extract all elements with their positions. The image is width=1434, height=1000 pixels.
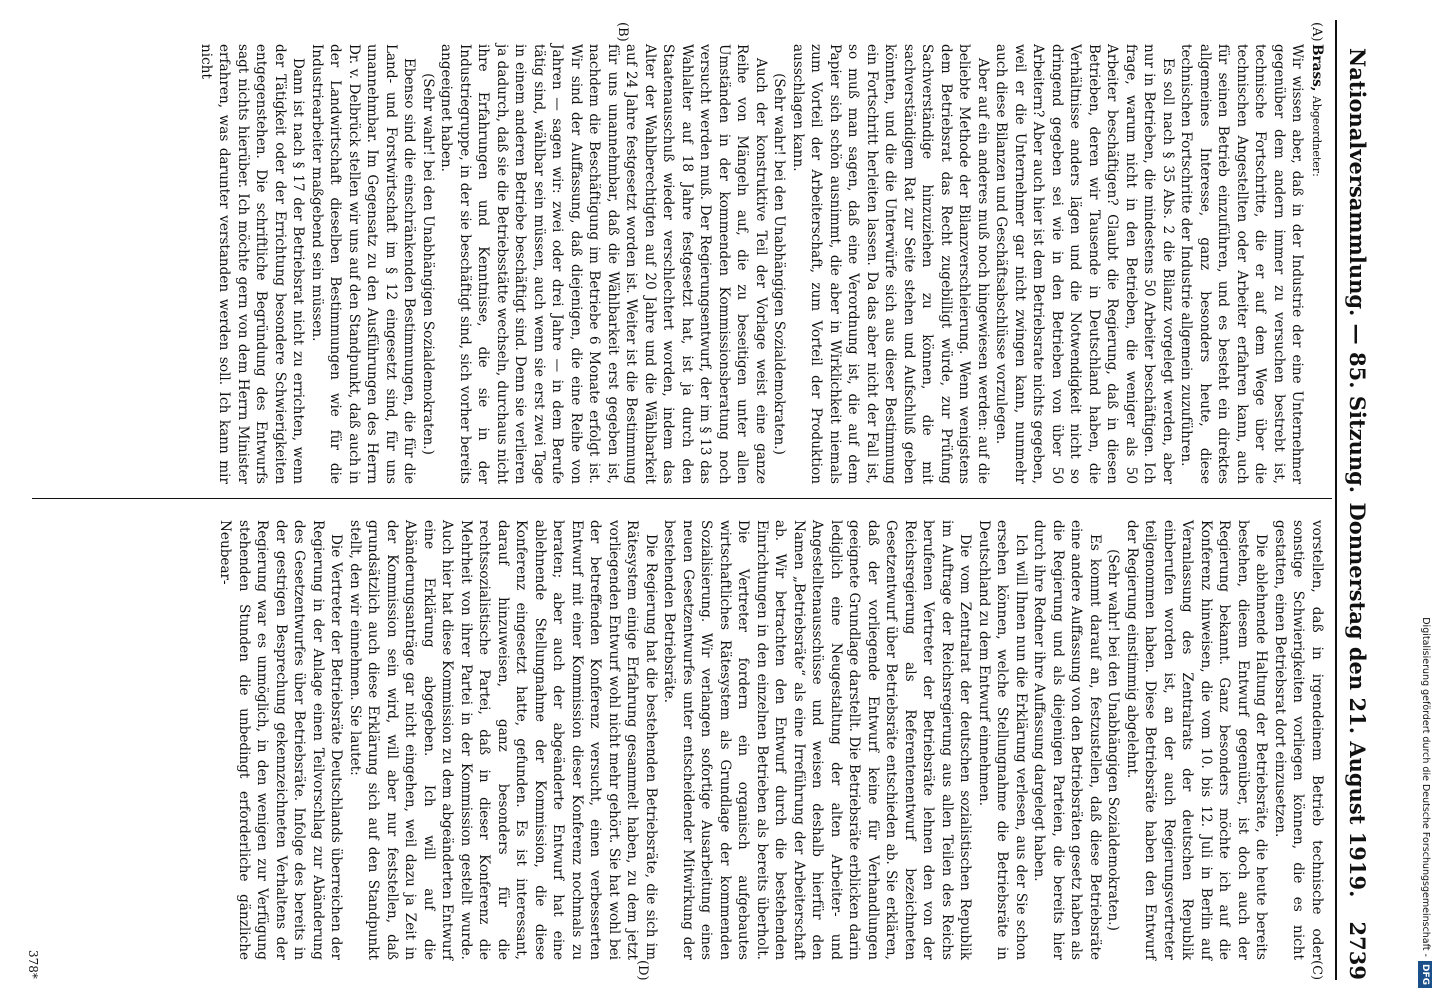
paragraph: Ich will Ihnen nun die Erklärung verlesen, aus der Sie schon ersehen können, welche Stellungnahme die Betriebsräte in Deutschland zu dem Entwurf einnehmen. xyxy=(976,520,1029,960)
paragraph: Es kommt darauf an, festzustellen, daß diese Betriebsräte eine andere Auffassung von den Betriebsräten gesetz haben als die Regierung und als diejenigen Parteien, die bereits hier durch ihre Redner ihre Auffassung dargelegt haben. xyxy=(1031,520,1103,960)
quoted-paragraph: Die vom Zentralrat der deutschen sozialistischen Republik im Auftrage der Reichsregierung aus allen Teilen des Reichs berufenen Vertreter der Betriebsräte lehnen den von der Reichsregierung als Referentenentwurf bezeichneten Gesetzentwurf über Betriebsräte entschieden ab. Sie erklären, daß der vorliegende Entwurf keine für Verhandlungen geeignete Grundlage darstellt. Die Betriebsräte erblicken darin lediglich eine Neugestaltung der alten Arbeiter- und Angestelltenausschüsse und weisen deshalb hierfür den Namen „Betriebsräte“ als eine Irreführung der Arbeiterschaft ab. Wir betrachten den Entwurf durch die bestehenden Einrichtungen in den einzelnen Betrieben als bereits überholt. Die Vertreter fordern ein organisch aufgebautes wirtschaftliches Rätesystem als Grundlage der kommenden Sozialisierung. Wir verlangen sofortige Ausarbeitung eines neuen Gesetzentwurfes unter entscheidender Mitwirkung der bestehenden Betriebsräte. xyxy=(661,520,974,960)
right-column xyxy=(216,520,1326,960)
margin-marker-a: (A) xyxy=(1309,22,1324,42)
column-rule xyxy=(32,498,1332,499)
page-number: 2739 xyxy=(1345,921,1370,980)
header-assembly: Nationalversammlung. — 85. Sitzung. xyxy=(1345,48,1370,494)
margin-marker-c: (C) xyxy=(1309,960,1324,981)
paragraph: Die ablehnende Haltung der Betriebsräte, die heute bereits bestehen, diesem Entwurf gegenüber, ist doch auch der Regierung bekannt. Ganz besonders möchte ich auf die Konferenz hinweisen, die vom 10. bis 12. Juli in Berlin auf Veranlassung des Zentralrats der deutschen Republik einberufen worden ist, an der auch Regierungsvertreter teilgenommen haben. Diese Betriebsräte haben den Entwurf der Regierung einstimmig abgelehnt. xyxy=(1124,520,1270,960)
margin-marker-b: (B) xyxy=(615,22,630,42)
paragraph: vorstellen, daß in irgendeinem Betrieb technische oder sonstige Schwierigkeiten vorliegen können, die es nicht gestatten, einen Betriebsrat dort einzusetzen. xyxy=(1272,520,1325,960)
signature-mark: 378* xyxy=(26,950,40,979)
header-date: Donnerstag den 21. August 1919. xyxy=(1345,502,1370,898)
digitization-credit xyxy=(1418,8,1432,988)
left-column xyxy=(197,44,1327,484)
interjection: (Sehr wahr! bei den Unabhängigen Sozialdemokraten.) xyxy=(420,73,436,455)
paragraph: Es soll nach § 35 Abs. 2 die Bilanz vorgelegt werden, aber nur in Betrieben, die mindestens 50 Arbeiter beschäftigen. Ich frage, warum nicht in den Betrieben, die weniger als 50 Arbeiter beschäftigen? Glaubt die Regierung, daß in diesen Betrieben, deren wir Tausende in Deutschland haben, die Verhältnisse anders lägen und die Notwendigkeit nicht so dringend gegeben sei wie in den Betrieben von über 50 Arbeitern? Aber auch hier ist dem Betriebsrate nichts gegeben, weil er die Unternehmer gar nicht zwingen kann, nunmehr auch diese Bilanzen und Geschäftsabschlüsse vorzulegen. xyxy=(993,44,1176,484)
speaker-name: Brass, xyxy=(1309,44,1325,92)
paragraph: Aber auf ein anderes muß noch hingewiesen werden: auf die beliebte Methode der Bilanzverschleierung. Wenn wenigstens dem Betriebsrat das Recht zugebilligt würde, zur Prüfung Sachverständige hinzuziehen zu können, die mit sachverständigem Rat zur Seite stehen und Aufschluß geben könnten, und die die Unterwürfe sich aus dieser Bestimmung ein Fortschritt herleiten lassen. Da das aber nicht der Fall ist, so muß man sagen, daß eine Verordnung ist, die auf dem Papier sich schön ausnimmt, die aber in Wirklichkeit niemals zum Vorteil der Arbeiterschaft, zum Vorteil der Produktion ausschlagen kann. xyxy=(790,44,991,484)
credit-text: Digitalisierung gefördert durch die Deutsche Forschungsgemeinschaft - xyxy=(1420,617,1431,957)
quoted-paragraph: Die Vertreter der Betriebsräte Deutschlands überreichen der Regierung in der Anlage einen Teilvorschlag zur Abänderung des Gesetzentwurfes über Betriebsräte. Infolge des bereits in der gestrigen Besprechung gekennzeichneten Verhaltens der Regierung war es unmöglich, in den wenigen zur Verfügung stehenden Stunden die unbedingt erforderliche gänzliche Neubear- xyxy=(217,520,345,960)
speaker-role: Abgeordneter: xyxy=(1310,95,1323,177)
paragraph: Ebenso sind die einschränkenden Bestimmungen, die für die Land- und Forstwirtschaft im § 12 eingesetzt sind, für uns unannehmbar. Im Gegensatz zu den Ausführungen des Herrn Dr. v. Delbrück stellen wir uns auf den Standpunkt, daß auch in der Landwirtschaft dieselben Bestimmungen wie für die Industriearbeiter maßgebend sein müssen. xyxy=(309,44,418,484)
paragraph: Dann ist nach § 17 der Betriebsrat nicht zu errichten, wenn der Tätigkeit oder der Errichtung besondere Schwierigkeiten entgegenstehen. Die schriftliche Begründung des Entwurfs sagt nichts hierüber. Ich möchte gern von dem Herrn Minister erfahren, was darunter verstanden werden soll. Ich kann mir nicht xyxy=(198,44,307,484)
dfg-logo-icon: DFG xyxy=(1418,961,1432,988)
speaker-line xyxy=(1307,44,1327,484)
interjection: (Sehr wahr! bei den Unabhängigen Sozialdemokraten.) xyxy=(1105,549,1122,931)
interjection: (Sehr wahr! bei den Unabhängigen Sozialdemokraten.) xyxy=(771,73,788,455)
paragraph: Auch der konstruktive Teil der Vorlage weist eine ganze Reihe von Mängeln auf, die zu beseitigen unter allen Umständen in der kommenden Kommissionsberatung noch versucht werden muß. Der Regierungsentwurf, der im § 13 das Wahlalter auf 18 Jahre festgesetzt hat, ist ja durch den Staatenausschuß wieder verschlechtert worden, indem das Alter der Wahlberechtigten auf 20 Jahre und die Wählbarkeit auf 24 Jahre festgesetzt worden ist. Weiter ist die Bestimmung für uns unannehmbar, daß die Wählbarkeit erst gegeben ist, nachdem die Beschäftigung im Betriebe 6 Monate erfolgt ist. Wir sind der Auffassung, daß diejenigen, die eine Reihe von Jahren — sagen wir: zwei oder drei Jahre — in dem Berufe tätig sind, wählbar sein müssen, auch wenn sie erst zwei Tage in einem anderen Betriebe beschäftigt sind. Denn sie verlieren ja dadurch, daß sie die Betriebsstätte wechseln, durchaus nicht ihre Erfahrungen und Kenntnisse, die sie in der Industriegruppe, in der sie beschäftigt sind, sich vorher bereits angeeignet haben. xyxy=(438,44,769,484)
margin-marker-d: (D) xyxy=(635,960,650,981)
paragraph: Die Regierung hat die bestehenden Betriebsräte, die sich im Rätesystem einige Erfahrung gesammelt haben, zu dem jetzt vorliegenden Entwurf wohl nicht mehr gehört. Sie hat wohl bei der betreffenden Konferenz versucht, einen verbesserten Entwurf mit einer Kommission dieser Konferenz nochmals zu beraten; aber auch der abgeänderte Entwurf hat eine ablehnende Stellungnahme der Kommission, die diese Konferenz eingesetzt hatte, gefunden. Es ist interessant, darauf hinzuweisen, ganz besonders für die rechtssozialistische Partei, daß in dieser Konferenz die Mehrheit von ihrer Partei in der Kommission gestellt wurde. Auch hier hat diese Kommission zu dem abgeänderten Entwurf eine Erklärung abgegeben. Ich will auf die Abänderungsanträge gar nicht eingehen, weil dazu ja Zeit in der Kommission sein wird, will aber nur feststellen, daß grundsätzlich auch diese Erklärung sich auf den Standpunkt stellt, den wir einnehmen. Sie lautet: xyxy=(347,520,659,960)
document-page xyxy=(26,20,1370,980)
paragraph: Wir wissen aber, daß in der Industrie der eine Unternehmer gegenüber dem andern immer zu versuchen bestrebt ist, technische Fortschritte, die er auf dem Wege über die technischen Angestellten oder Arbeiter erfahren kann, auch für seinen Betrieb einzuführen, und es besteht ein direktes allgemeines Interesse, ganz besonders heute, diese technischen Fortschritte der Industrie allgemein zuzuführen. xyxy=(1178,44,1306,484)
header-rule xyxy=(1335,20,1337,980)
